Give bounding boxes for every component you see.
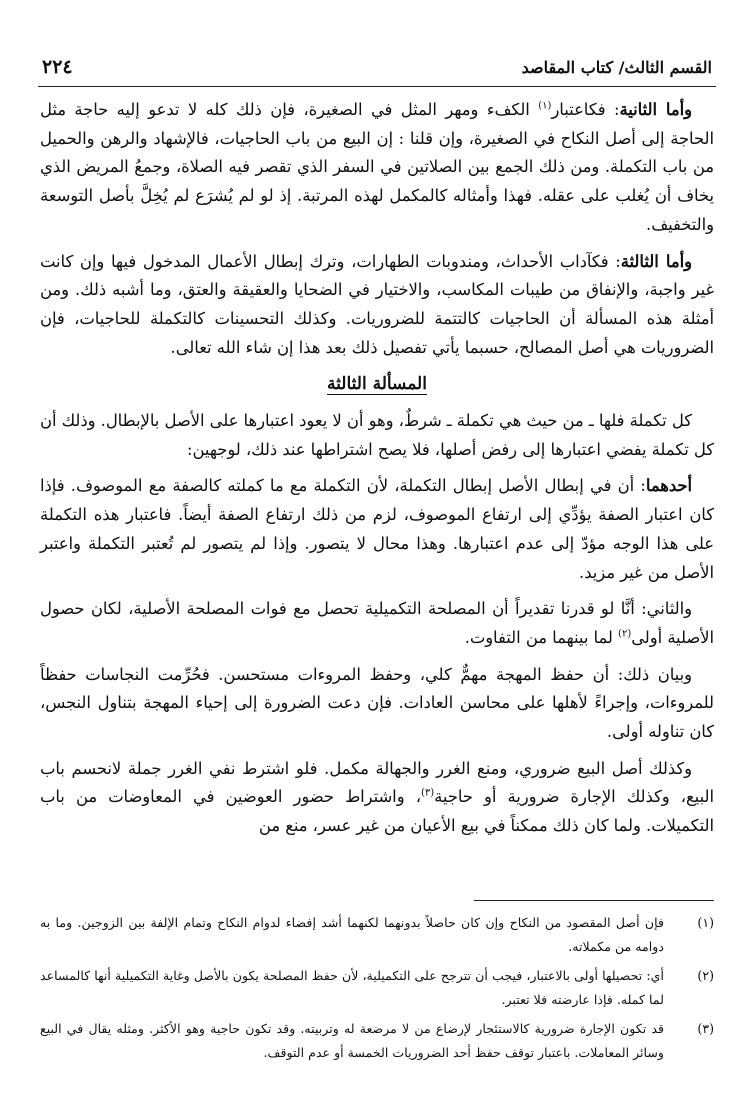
footnote-divider: [474, 900, 714, 901]
section-title: المسألة الثالثة: [327, 374, 427, 395]
footnote: [40, 1017, 714, 1064]
paragraph-rule: كل تكملة فلها ـ من حيث هي تكملة ـ شرطٌ، وهو أن لا يعود اعتبارها على الأصل بالإبطال. وذلك أن كل تكملة يفضي اعتبارها إلى رفض أصلها، فلا يصح اشتراطها عند ذلك، لوجهين:: [40, 411, 714, 459]
paragraph-third: [40, 248, 714, 363]
footnote: [40, 964, 714, 1011]
main-text: [40, 96, 714, 849]
paragraph-first-reason: [40, 472, 714, 587]
footnote-number: (٣): [697, 1021, 714, 1036]
paragraph-text: : أن في إبطال الأصل إبطال التكملة، لأن التكملة مع ما كملته كالصفة مع الموصوف. فإذا كان اعتبار الصفة يؤدِّي إلى ارتفاع الموصوف، لزم من ذلك ارتفاع الصفة أيضاً. فاعتبار هذه التكملة على هذا الوجه مؤدّ إلى عدم اعتبارها. وهذا محال لا يتصور. وإذا لم يتصور لم تُعتبر التكملة واعتبر الأصل من غير مزيد.: [40, 476, 714, 582]
page-number: ٢٢٤: [42, 56, 73, 78]
footnotes: [40, 900, 714, 1070]
paragraph-sale-example: [40, 755, 714, 841]
page-header: [38, 46, 716, 87]
footnote: [40, 911, 714, 958]
running-title: القسم الثالث/ كتاب المقاصد: [521, 58, 712, 77]
paragraph-explanation: وبيان ذلك: أن حفظ المهجة مهمٌّ كلي، وحفظ المروءات مستحسن. فحُرِّمت النجاسات حفظاً للمروءات، وإجراءً لأهلها على محاسن العادات. فإن دعت الضرورة إلى إحياء المهجة بتناول النجس، كان تناوله أولى.: [40, 664, 714, 742]
paragraph-second-reason: [40, 595, 714, 652]
paragraph-lead: أحدهما: [645, 476, 692, 496]
footnote-ref: (٣): [420, 788, 435, 800]
footnote-text: فإن أصل المقصود من النكاح وإن كان حاصلاً بدونهما لكنهما أشد إفضاء لدوام النكاح وتمام الإلفة بين الزوجين. وما به دوامه من مكملاته.: [40, 915, 664, 954]
paragraph-text: والثاني: أنَّا لو قدرنا تقديراً أن المصلحة التكميلية تحصل مع فوات المصلحة الأصلية، لكان حصول الأصلية أولى: [40, 599, 714, 647]
paragraph-second: [40, 96, 714, 240]
footnote-ref: (٢): [618, 628, 632, 640]
paragraph-text: ، واشتراط حضور العوضين في المعاوضات من باب التكميلات. ولما كان ذلك ممكناً في بيع الأعيان من غير عسر، منع من: [40, 787, 714, 836]
footnote-text: أي: تحصيلها أولى بالاعتبار، فيجب أن تترجح على التكميلية، لأن حفظ المصلحة يكون بالأصل وغاية التكميلية أنها كالمساعد لما كمله. فإذا عارضته فلا تعتبر.: [40, 968, 664, 1007]
paragraph-text: : فكآداب الأحداث، ومندوبات الطهارات، وترك إبطال الأعمال المدخول فيها وإن كانت غير واجبة، والإنفاق من طيبات المكاسب، والاختيار في الضحايا والعقيقة والعتق، وما أشبه ذلك. ومن أمثلة هذه المسألة أن الحاجيات كالتتمة للضروريات. وكذلك التحسينات كالتكملة للحاجيات، فإن الضروريات هي أصل المصالح، حسبما يأتي تفصيل ذلك بعد هذا إن شاء الله تعالى.: [40, 251, 714, 357]
footnote-ref: (١): [538, 100, 552, 112]
footnote-number: (٢): [697, 968, 714, 983]
paragraph-text: : فكاعتبار: [551, 100, 620, 119]
paragraph-lead: وأما الثانية: [619, 100, 692, 119]
paragraph-text: الكفء ومهر المثل في الصغيرة، فإن ذلك كله لا تدعو إليه حاجة مثل الحاجة إلى أصل النكاح في الصغيرة، وإن قلنا : إن البيع من باب الحاجيات، فالإشهاد والرهن والحميل من باب التكملة. ومن ذلك الجمع بين الصلاتين في السفر الذي تقصر فيه الصلاة، وجمعُ المريض الذي يخاف أن يُغلب على عقله. فهذا وأمثاله كالمكمل لهذه المرتبة. إذ لو لم يُشرَع لم يُخِلَّ بأصل التوسعة والتخفيف.: [40, 100, 714, 234]
paragraph-lead: وأما الثالثة: [620, 251, 692, 271]
footnote-text: قد تكون الإجارة ضرورية كالاستئجار لإرضاع من لا مرضعة له وتربيته. وقد تكون حاجية وهو الأكثر. ومثله يقال في البيع وسائر المعاملات. باعتبار توقف حفظ أحد الضروريات الخمسة أو عدم التوقف.: [40, 1021, 664, 1060]
footnote-number: (١): [697, 915, 714, 930]
paragraph-text: وكذلك أصل البيع ضروري، ومنع الغرر والجهالة مكمل. فلو اشترط نفي الغرر جملة لانحسم باب البيع، وكذلك الإجارة ضرورية أو حاجية: [40, 758, 714, 807]
paragraph-text: لما بينهما من التفاوت.: [464, 627, 619, 647]
